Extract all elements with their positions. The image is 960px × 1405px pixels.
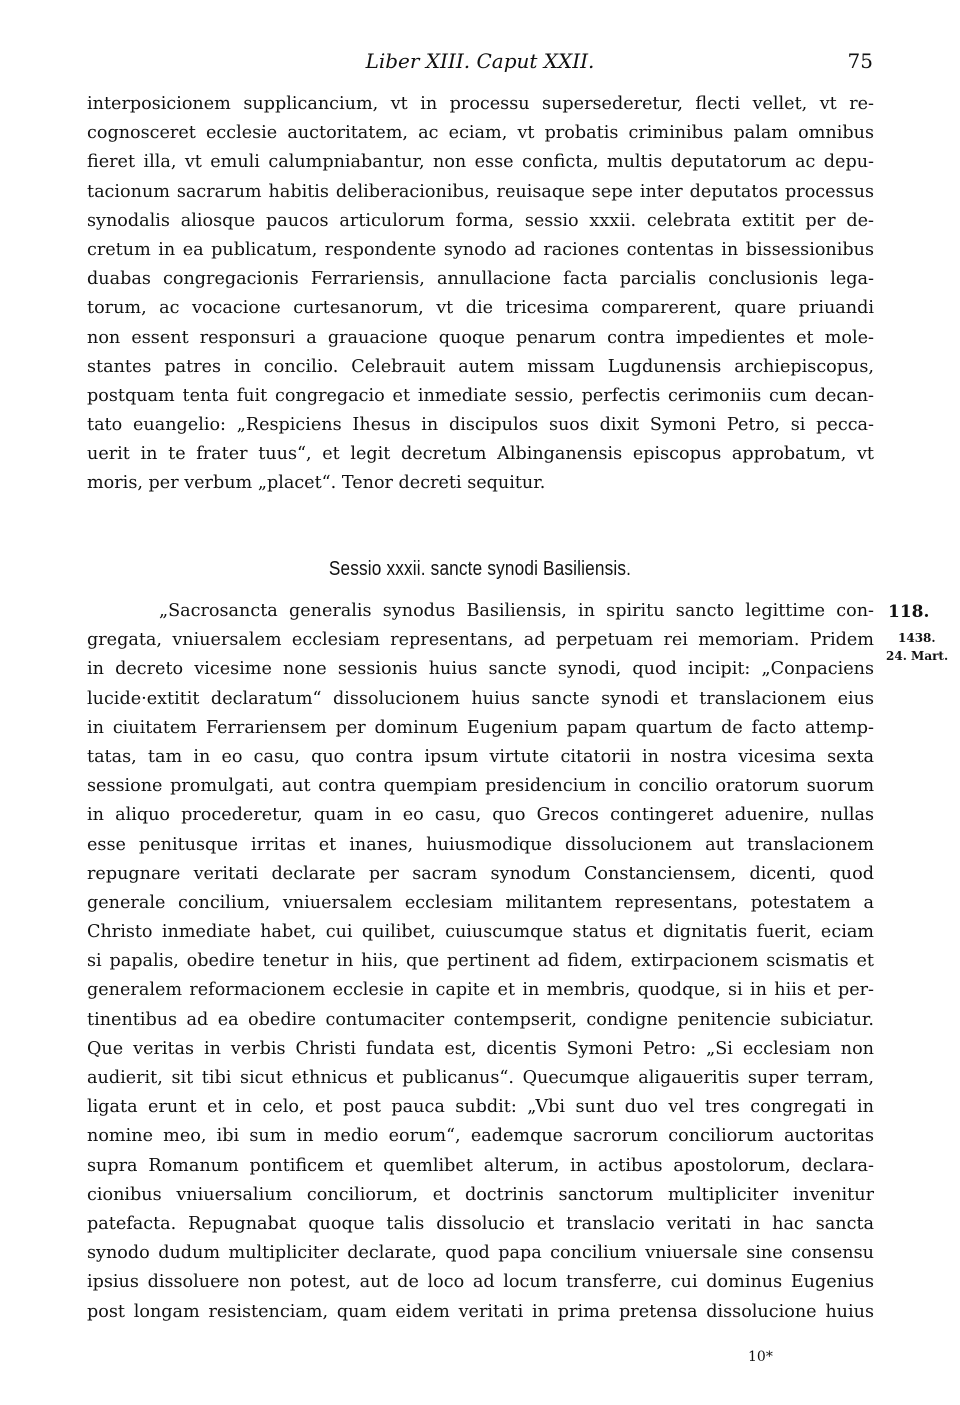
- text-line: tato euangelio: „Respiciens Ihesus in discipulos suos dixit Symoni Petro, si pecca-: [87, 415, 874, 436]
- text-line: ipsius dissoluere non potest, aut de loco ad locum transferre, cui dominus Eugenius: [87, 1272, 874, 1293]
- text-line: supra Romanum pontificem et quemlibet alterum, in actibus apostolorum, declara-: [87, 1155, 874, 1176]
- text-line: nomine meo, ibi sum in medio eorum“, eademque sacrorum conciliorum auctoritas: [87, 1126, 874, 1147]
- margin-date: 24. Mart.: [886, 649, 949, 663]
- text-line: audierit, sit tibi sicut ethnicus et publicanus“. Quecumque aligaueritis super terram,: [87, 1068, 874, 1088]
- text-line: repugnare veritati declarate per sacram synodum Constanciensem, dicenti, quod: [87, 863, 874, 884]
- text-line: cognosceret ecclesie auctoritatem, ac eciam, vt probatis criminibus palam omnibus: [87, 123, 874, 144]
- decree-text: [87, 597, 874, 1327]
- text-line: uerit in te frater tuus“, et legit decretum Albinganensis episcopus approbatum, vt: [87, 444, 874, 465]
- text-line: postquam tenta fuit congregacio et inmediate sessio, perfectis cerimoniis cum decan-: [87, 385, 874, 406]
- text-line: in decreto vicesime none sessionis huius sancte synodi, quod incipit: „Conpaciens: [87, 659, 874, 680]
- text-line: generalem reformacionem ecclesie in capite et in membris, quodque, si in hiis et per-: [87, 980, 874, 1001]
- text-line: torum, ac vocacione curtesanorum, vt die tricesima comparerent, quare priuandi: [87, 298, 874, 319]
- text-line: in aliquo procederetur, quam in eo casu, quo Grecos contingeret aduenire, nullas: [87, 805, 874, 826]
- text-line: Que veritas in verbis Christi fundata est, dicentis Symoni Petro: „Si ecclesiam non: [87, 1038, 874, 1059]
- text-line: tacionum sacrarum habitis deliberacionibus, reuisaque sepe inter deputatos processus: [87, 181, 874, 202]
- running-head-title: Liber XIII. Caput XXII.: [365, 49, 595, 73]
- running-head: [0, 46, 960, 76]
- text-line: tinentibus ad ea obedire contumaciter contempserit, condigne penitencie subiciatur.: [87, 1009, 874, 1030]
- text-line: ligata erunt et in celo, et post pauca subdit: „Vbi sunt duo vel tres congregati in: [87, 1097, 874, 1118]
- text-line: interposicionem supplicancium, vt in processu supersederetur, flecti vellet, vt re-: [87, 94, 874, 114]
- text-line: fieret illa, vt emuli calumpniabantur, non esse conficta, multis deputatorum ac depu-: [87, 152, 874, 173]
- text-line: cretum in ea publicatum, respondente synodo ad raciones contentas in bissessionibus: [87, 239, 874, 260]
- text-line: duabas congregacionis Ferrariensis, annullacione facta parcialis conclusionis lega-: [87, 269, 874, 290]
- text-line: moris, per verbum „placet“. Tenor decreti sequitur.: [87, 473, 546, 494]
- text-line: generale concilium, vniuersalem ecclesiam militantem representans, potestatem a: [87, 892, 874, 913]
- text-line: Christo inmediate habet, cui quilibet, cuiuscumque status et dignitatis fuerit, eciam: [87, 922, 874, 943]
- text-line: tatas, tam in eo casu, quo contra ipsum virtute citatorii in nostra vicesima sexta: [87, 746, 874, 767]
- text-line: patefacta. Repugnabat quoque talis dissolucio et translacio veritati in hac sancta: [87, 1213, 874, 1234]
- margin-document-number: 118.: [888, 602, 930, 622]
- text-line: cionibus vniuersalium conciliorum, et doctrinis sanctorum multipliciter invenitur: [87, 1184, 874, 1205]
- signature-mark: 10*: [748, 1349, 773, 1365]
- text-line: gregata, vniuersalem ecclesiam representans, ad perpetuam rei memoriam. Pridem: [87, 630, 874, 651]
- text-line: si papalis, obedire tenetur in hiis, que pertinent ad fidem, extirpacionem scismatis et: [87, 951, 874, 972]
- text-line: sessione promulgati, aut contra quempiam presidencium in concilio oratorum suorum: [87, 776, 874, 797]
- text-line: in ciuitatem Ferrariensem per dominum Eugenium papam quartum de facto attemp-: [87, 717, 874, 738]
- page-number: 75: [847, 49, 873, 73]
- text-line: synodalis aliosque paucos articulorum forma, sessio xxxii. celebrata extitit per de-: [87, 210, 874, 231]
- text-line: post longam resistenciam, quam eidem veritati in prima pretensa dissolucione huius: [87, 1301, 874, 1322]
- text-line: „Sacrosancta generalis synodus Basiliensis, in spiritu sancto legittime con-: [159, 601, 874, 621]
- text-line: synodo dudum multipliciter declarate, quod papa concilium vniuersale sine consensu: [87, 1243, 874, 1264]
- text-line: non essent responsuri a grauacione quoque penarum contra impedientes et mole-: [87, 327, 874, 348]
- text-line: lucide·extitit declaratum“ dissolucionem huius sancte synodi et translacionem eius: [87, 688, 874, 709]
- margin-year: 1438.: [898, 631, 936, 645]
- paragraph-continued: [87, 90, 874, 499]
- text-line: esse penitusque irritas et inanes, huiusmodique dissolucionem aut translacionem: [87, 834, 874, 855]
- section-heading: Sessio xxxii. sancte synodi Basiliensis.: [328, 558, 632, 580]
- text-line: stantes patres in concilio. Celebrauit autem missam Lugdunensis archiepiscopus,: [87, 356, 874, 377]
